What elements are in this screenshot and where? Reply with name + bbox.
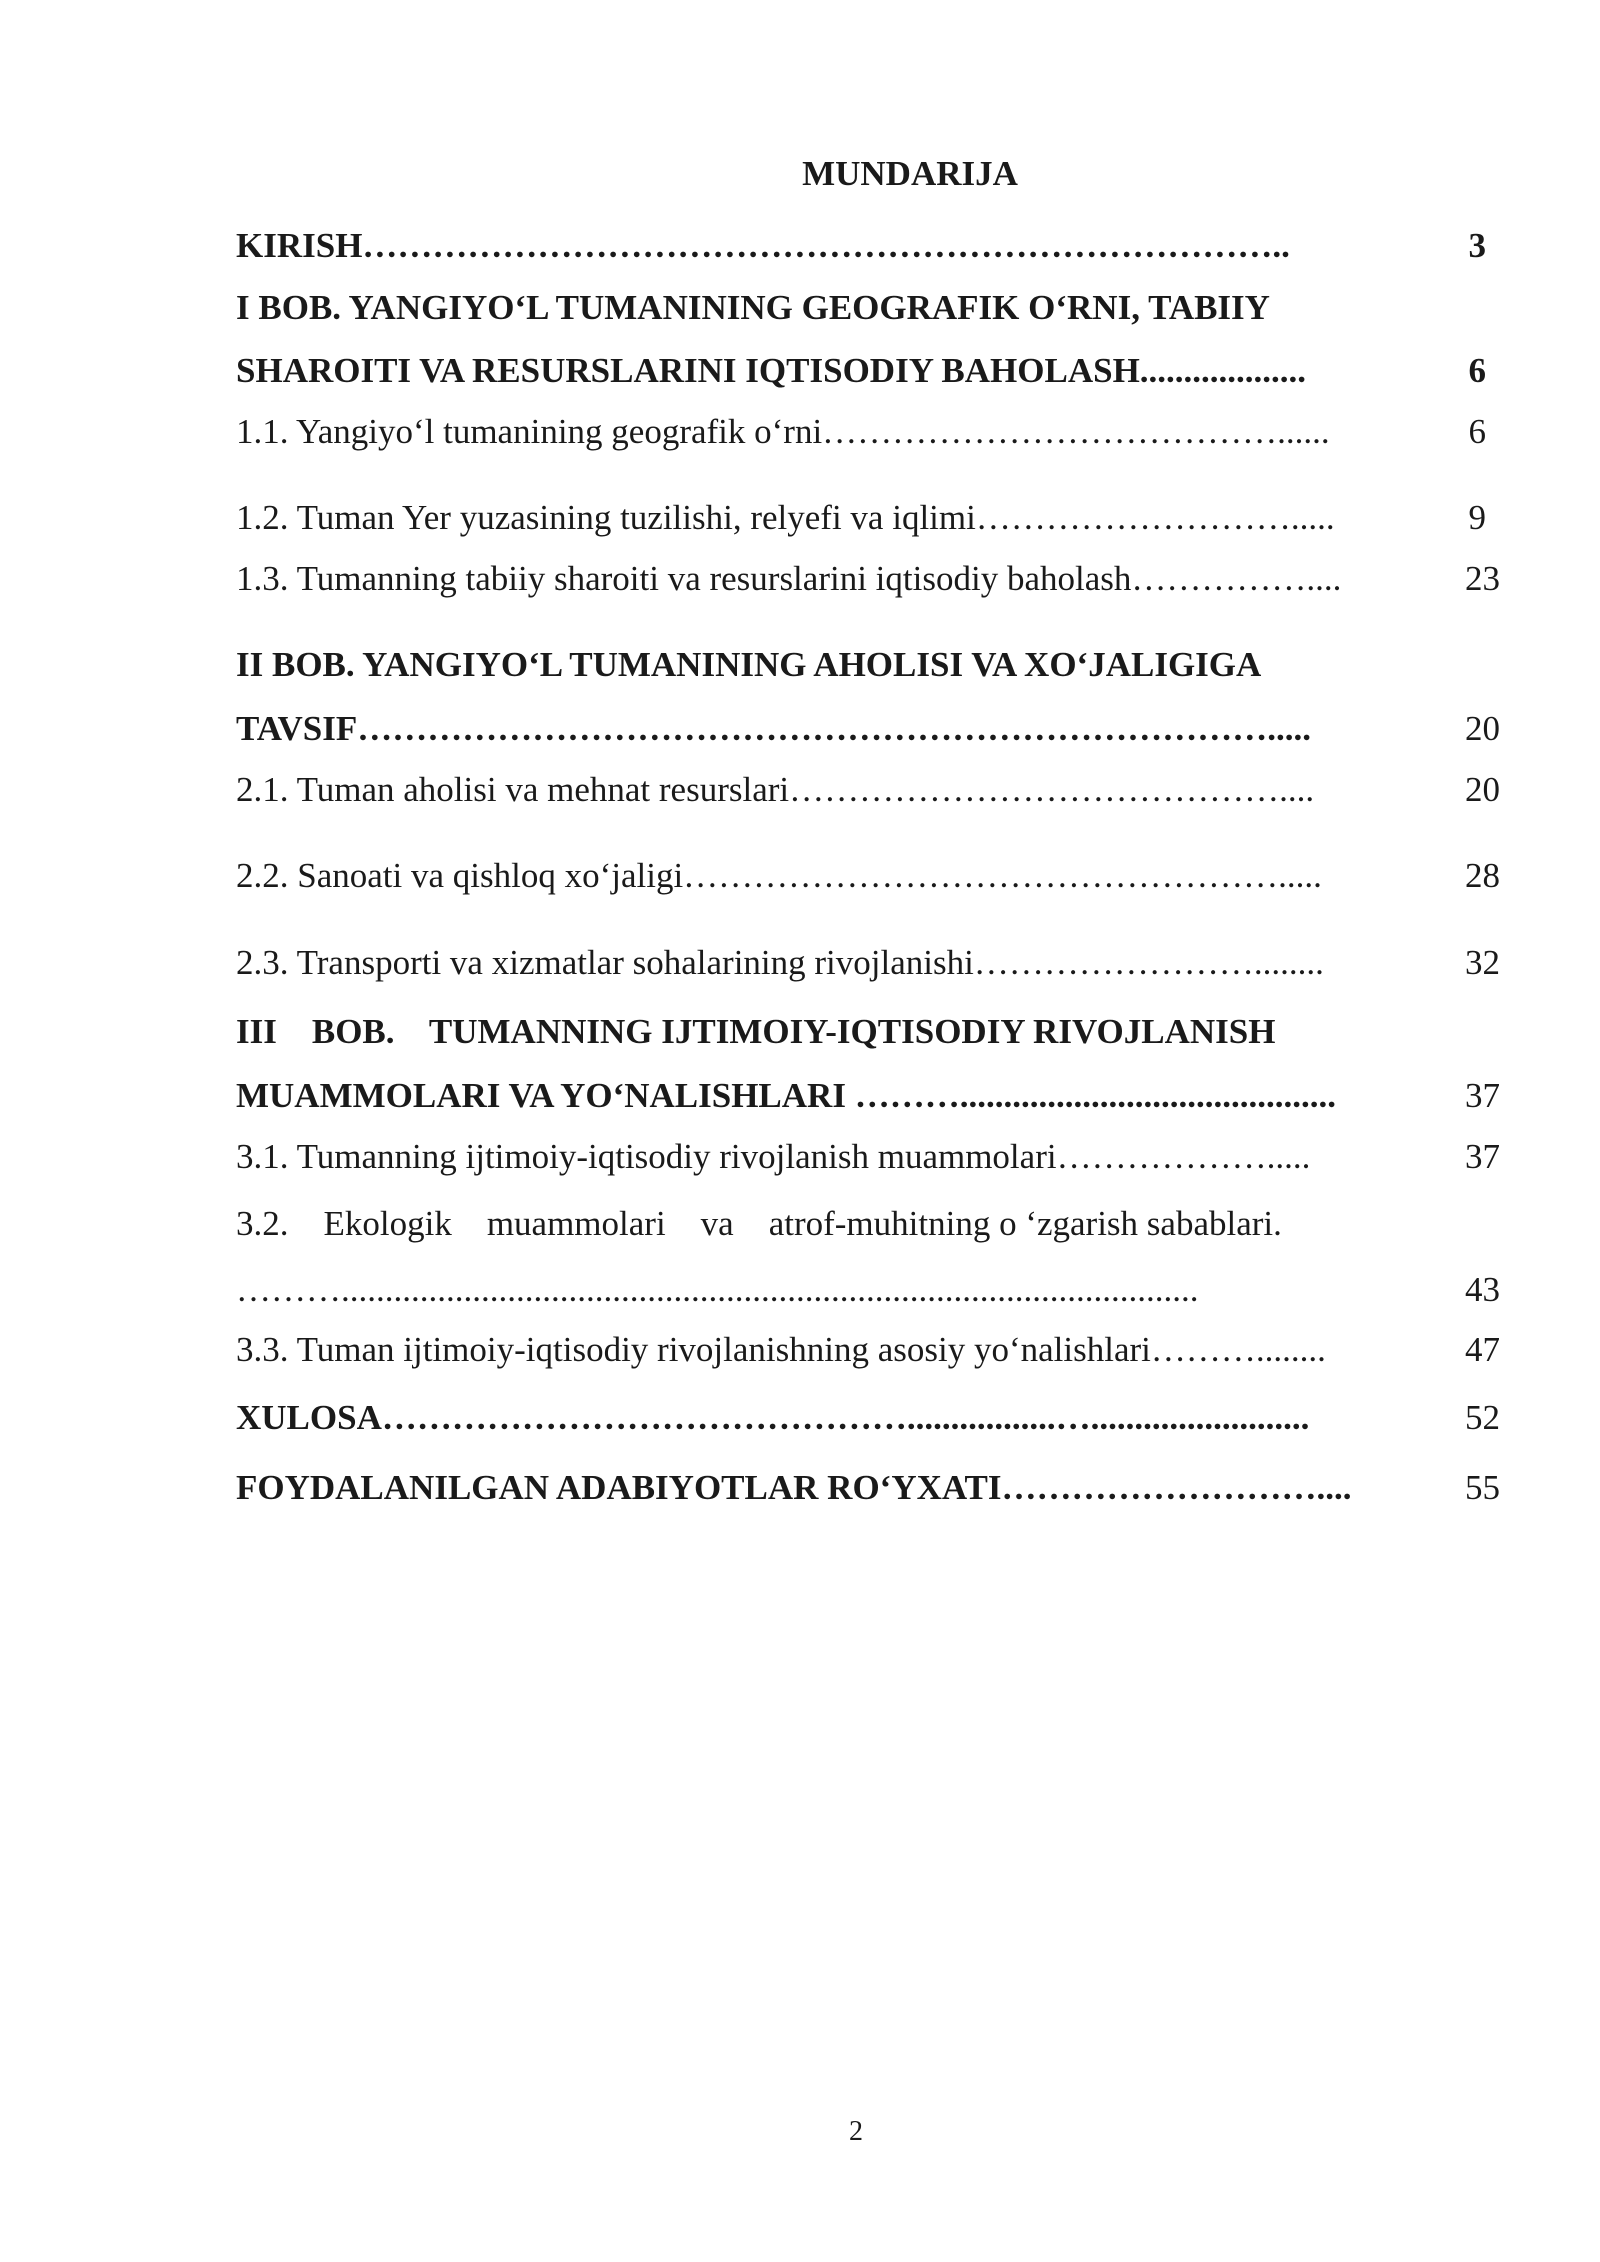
toc-entry-page: 37 [1465, 1137, 1500, 1176]
toc-entry-text: III BOB. TUMANNING IJTIMOIY-IQTISODIY RIVOJLANISH [236, 1012, 1276, 1051]
toc-entry-text: 2.1. Tuman aholisi va mehnat resurslari…………………………………….... [236, 770, 1315, 809]
toc-entry-page: 20 [1465, 709, 1500, 748]
toc-entry-page: 47 [1465, 1330, 1500, 1369]
toc-entry-page: 3 [1468, 226, 1486, 265]
toc-entry-text: II BOB. YANGIYO‘L TUMANINING AHOLISI VA XO‘JALIGIGA [236, 645, 1262, 684]
toc-entry-text: 1.2. Tuman Yer yuzasining tuzilishi, relyefi va iqlimi………………………..... [236, 498, 1335, 537]
toc-entry-text: TAVSIF……………………………………………………………………..... [236, 709, 1312, 748]
toc-entry-text: 1.1. Yangiyo‘l tumanining geografik o‘rni…………………………………...... [236, 412, 1330, 451]
toc-entry-text: MUAMMOLARI VA YO‘NALISHLARI ………........................................... [236, 1076, 1336, 1115]
toc-entry-text: 1.3. Tumanning tabiiy sharoiti va resurslarini iqtisodiy baholash…………….... [236, 559, 1342, 598]
toc-entry-text: KIRISH…………………………………………………………………….. [236, 226, 1290, 265]
toc-entry-page: 52 [1465, 1398, 1500, 1437]
toc-entry-page: 6 [1468, 351, 1486, 390]
toc-entry-page: 43 [1465, 1270, 1500, 1309]
toc-entry-page: 28 [1465, 856, 1500, 895]
toc-entry-text: XULOSA……………………………………….................…......................... [236, 1398, 1310, 1437]
toc-entry-page: 55 [1465, 1468, 1500, 1507]
toc-entry-text: 3.2. Ekologik muammolari va atrof-muhitning o ‘zgarish sabablari. [236, 1204, 1282, 1243]
toc-entry-text: 2.3. Transporti va xizmatlar sohalarining rivojlanishi……………………........ [236, 943, 1324, 982]
toc-entry-page: 32 [1465, 943, 1500, 982]
toc-entry-text: FOYDALANILGAN ADABIYOTLAR RO‘YXATI……………………….... [236, 1468, 1352, 1507]
toc-entry-text: ……….................................................................................................. [236, 1270, 1199, 1309]
toc-entry-text: 3.3. Tuman ijtimoiy-iqtisodiy rivojlanishning asosiy yo‘nalishlari………........ [236, 1330, 1326, 1369]
toc-entry-page: 20 [1465, 770, 1500, 809]
toc-entry-text: SHAROITI VA RESURSLARINI IQTISODIY BAHOLASH................... [236, 351, 1307, 390]
toc-entry-text: 2.2. Sanoati va qishloq xo‘jaligi……………………………………………..... [236, 856, 1322, 895]
toc-entry-page: 6 [1468, 412, 1486, 451]
toc-entry-text: 3.1. Tumanning ijtimoiy-iqtisodiy rivojlanish muammolari………………..... [236, 1137, 1311, 1176]
toc-entry-text: I BOB. YANGIYO‘L TUMANINING GEOGRAFIK O‘RNI, TABIIY [236, 288, 1270, 327]
page-number: 2 [849, 2116, 863, 2147]
toc-entry-page: 23 [1465, 559, 1500, 598]
toc-title: MUNDARIJA [802, 154, 1018, 193]
toc-entry-page: 9 [1468, 498, 1486, 537]
toc-entry-page: 37 [1465, 1076, 1500, 1115]
